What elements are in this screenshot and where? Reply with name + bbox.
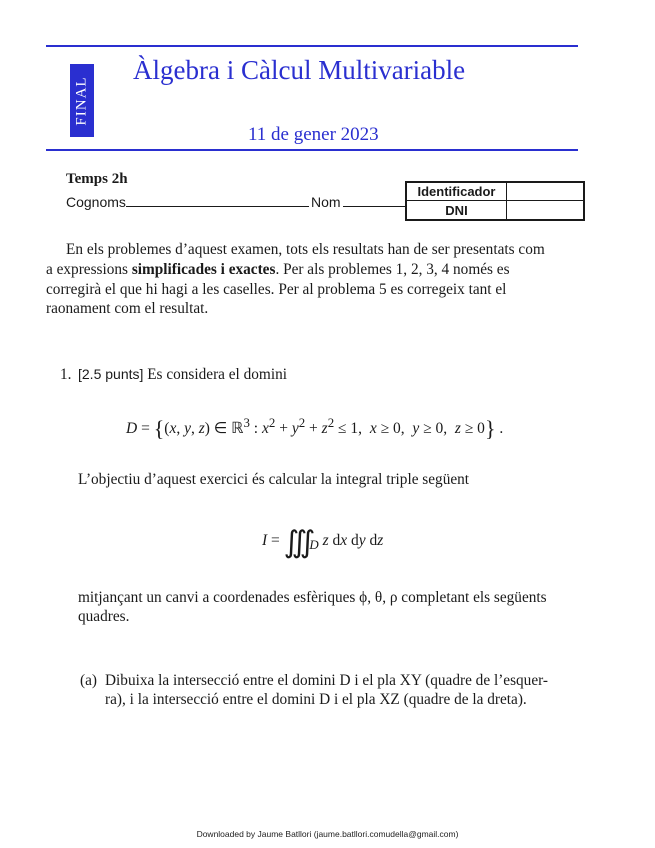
instructions-line-2: [46, 260, 510, 280]
id-label-cell: Identificador: [407, 183, 507, 201]
method-line-1: mitjançant un canvi a coordenades esfèriques ϕ, θ, ρ completant els següents: [78, 589, 547, 606]
id-box: [405, 181, 585, 221]
instructions-line-2a: a expressions: [46, 261, 132, 278]
problem-intro: Es considera el domini: [143, 366, 287, 383]
part-a-line-2: ra), i la intersecció entre el domini D i el pla XZ (quadre de la dreta).: [105, 691, 527, 708]
surname-field[interactable]: [126, 206, 309, 207]
surname-label: Cognoms: [66, 194, 126, 210]
instructions-line-3: corregirà el que hi hagi a les caselles. Per al problema 5 es corregeix tant el: [46, 281, 507, 298]
triple-integral: $I = ∭_D$ z dx dy dz: [262, 526, 384, 559]
part-a-line-1: Dibuixa la intersecció entre el domini D i el pla XY (quadre de l’esquer-: [105, 672, 548, 689]
exam-date: 11 de gener 2023: [248, 124, 379, 145]
instructions-line-4: raonament com el resultat.: [46, 300, 209, 317]
problem-heading: [78, 366, 287, 384]
problem-number: 1.: [60, 366, 72, 383]
dni-label-cell: DNI: [407, 201, 507, 219]
id-value-cell[interactable]: [507, 183, 583, 201]
name-label: Nom: [311, 194, 341, 210]
instructions-line-1: En els problemes d’aquest examen, tots els resultats han de ser presentats com: [66, 241, 545, 258]
domain-definition: D = {(x, y, z) ∈ ℝ$^3$ : $x^2 + y^2 + z^2 \le 1$, x ≥ 0, y ≥ 0, z ≥ 0} .: [126, 415, 504, 442]
download-footer: Downloaded by Jaume Batllori (jaume.batllori.comudella@gmail.com): [196, 829, 459, 839]
method-line-2: quadres.: [78, 608, 130, 625]
final-tag-label: FINAL: [73, 75, 90, 126]
top-rule: [46, 45, 578, 47]
instructions-emphasis: simplificades i exactes: [131, 261, 276, 278]
part-a-label: (a): [80, 672, 97, 689]
dni-value-cell[interactable]: [507, 201, 583, 219]
exam-title: Àlgebra i Càlcul Multivariable: [133, 55, 466, 85]
name-field[interactable]: [343, 206, 405, 207]
bottom-rule: [46, 149, 578, 151]
instructions-line-2b: . Per als problemes 1, 2, 3, 4 només es: [275, 261, 510, 278]
objective-text: L’objectiu d’aquest exercici és calcular la integral triple següent: [78, 471, 470, 488]
time-label: Temps 2h: [66, 171, 128, 187]
problem-points: [2.5 punts]: [78, 366, 144, 382]
final-tag: [70, 64, 94, 137]
